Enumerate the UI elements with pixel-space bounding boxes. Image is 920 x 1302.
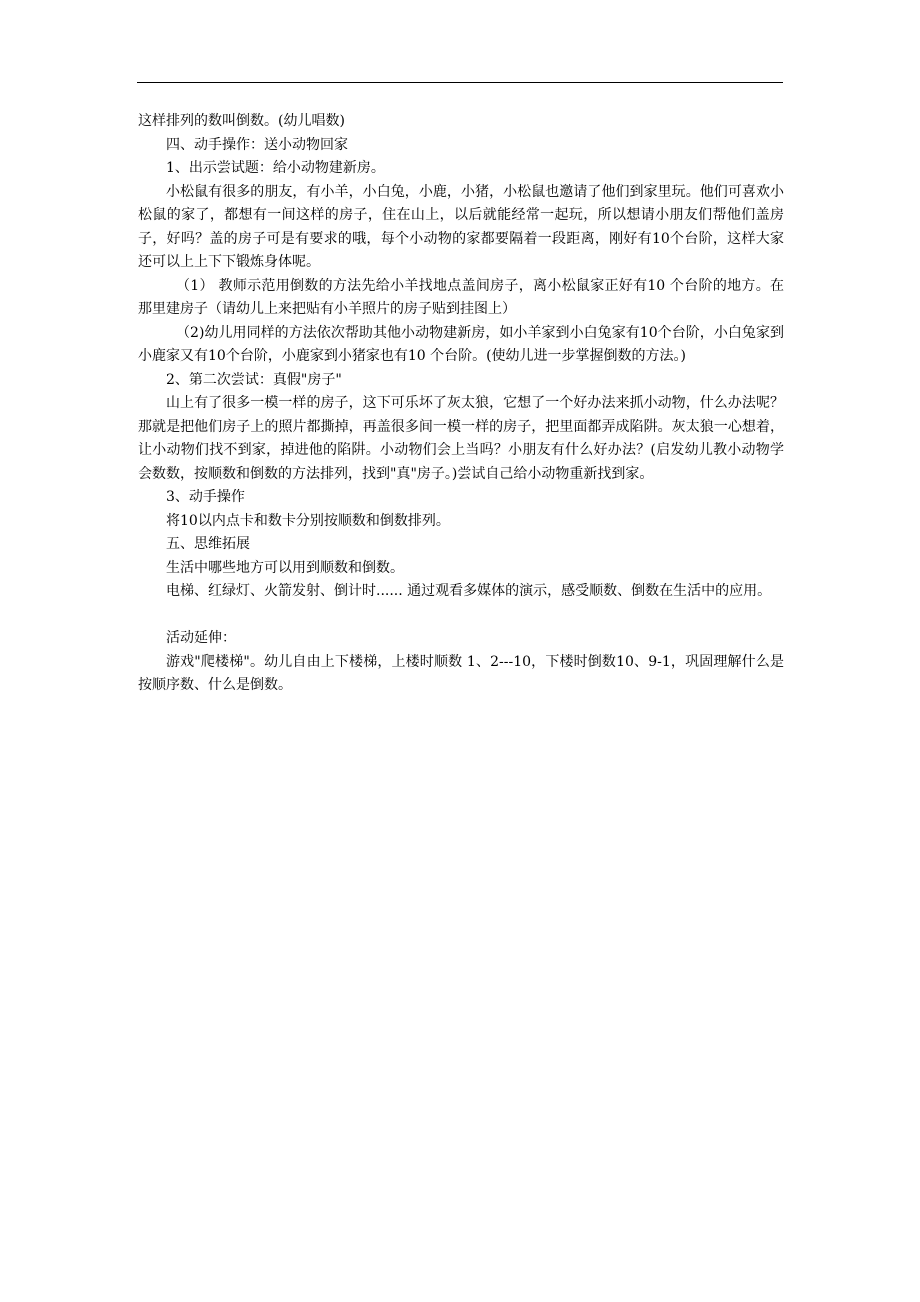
paragraph: 山上有了很多一模一样的房子，这下可乐坏了灰太狼，它想了一个好办法来抓小动物，什么办法呢？那就是把他们房子上的照片都撕掉，再盖很多间一模一样的房子，把里面都弄成陷阱。灰太狼一心想着，让小动物们找不到家，掉进他的陷阱。小动物们会上当吗？小朋友有什么好办法？(启发幼儿教小动物学会数数，按顺数和倒数的方法排列，找到"真"房子。)尝试自己给小动物重新找到家。 [138, 395, 784, 482]
section-heading-hands-on: 四、动手操作：送小动物回家 [166, 136, 348, 153]
numbered-paragraph: （1） 教师示范用倒数的方法先给小羊找地点盖间房子，离小松鼠家正好有10 个台阶的地方。在那里建房子（请幼儿上来把贴有小羊照片的房子贴到挂图上） [138, 277, 784, 317]
paragraph: 这样排列的数叫倒数。(幼儿唱数) [138, 113, 345, 129]
paragraph: 生活中哪些地方可以用到顺数和倒数。 [166, 559, 404, 576]
paragraph: 电梯、红绿灯、火箭发射、倒计时...... 通过观看多媒体的演示，感受顺数、倒数在生活中的应用。 [166, 583, 772, 599]
step-heading: 1、出示尝试题：给小动物建新房。 [166, 160, 385, 176]
step-heading: 3、动手操作 [166, 489, 245, 505]
paragraph: 小松鼠有很多的朋友，有小羊，小白兔，小鹿，小猪，小松鼠也邀请了他们到家里玩。他们可喜欢小松鼠的家了，都想有一间这样的房子，住在山上，以后就能经常一起玩，所以想请小朋友们帮他们盖房子，好吗？盖的房子可是有要求的哦，每个小动物的家都要隔着一段距离，刚好有10个台阶，这样大家还可以上上下下锻炼身体呢。 [138, 183, 784, 270]
blank-line [138, 604, 784, 628]
header-rule [137, 82, 783, 83]
section-heading-extension: 活动延伸： [166, 630, 236, 646]
section-heading-thinking: 五、思维拓展 [166, 536, 250, 552]
paragraph: 游戏"爬楼梯"。幼儿自由上下楼梯，上楼时顺数 1、2---10，下楼时倒数10、9-1，巩固理解什么是按顺序数、什么是倒数。 [138, 653, 784, 693]
paragraph: 将10以内点卡和数卡分别按顺数和倒数排列。 [166, 512, 450, 529]
step-heading: 2、第二次尝试：真假"房子" [166, 371, 342, 388]
numbered-paragraph: （2)幼儿用同样的方法依次帮助其他小动物建新房，如小羊家到小白兔家有10个台阶，小白兔家到小鹿家又有10个台阶，小鹿家到小猪家也有10 个台阶。(使幼儿进一步掌握倒数的方法。) [138, 324, 784, 364]
document-body [138, 110, 784, 698]
